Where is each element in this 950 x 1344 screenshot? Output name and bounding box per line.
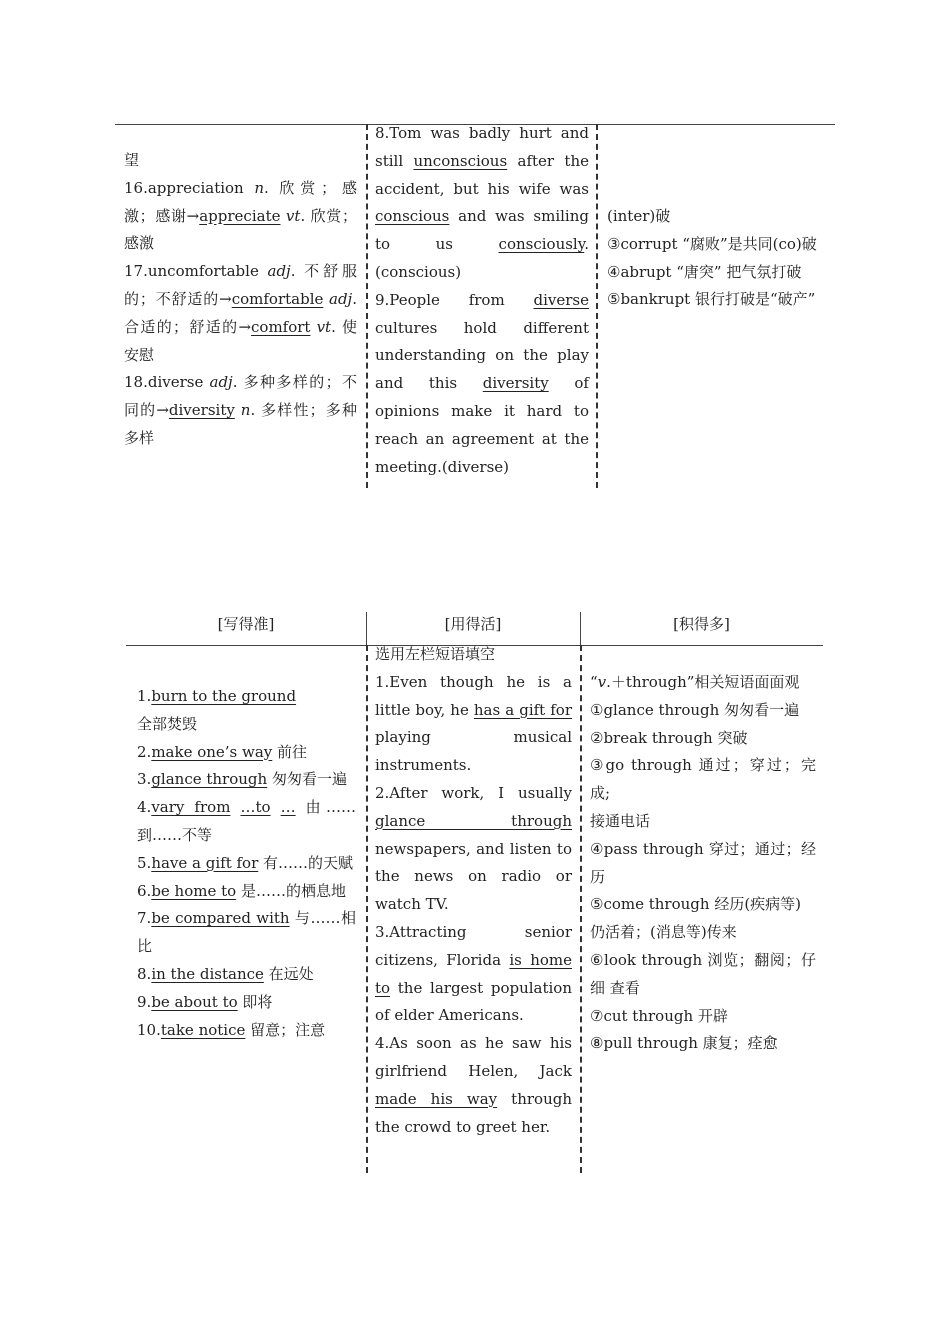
answer-blank: have a gift for xyxy=(151,853,259,872)
text-run: 7. xyxy=(137,909,152,928)
text-line xyxy=(124,147,357,175)
text-run: 4.As soon as he saw his girlfriend Helen, Jack xyxy=(375,1034,572,1080)
part-of-speech: v xyxy=(597,673,607,691)
text-run: 在远处 xyxy=(263,964,314,983)
part-of-speech: vt xyxy=(285,206,301,225)
text-run: 与……相比 xyxy=(137,909,356,956)
part-of-speech: adj xyxy=(329,289,353,308)
text-line xyxy=(590,808,816,836)
table2-through-phrases-column xyxy=(590,669,816,1058)
text-run: ⑦cut through 开辟 xyxy=(590,1006,728,1025)
table1-divider-1 xyxy=(366,124,368,488)
text-run: 10. xyxy=(137,1020,161,1039)
text-line xyxy=(137,989,356,1017)
answer-blank: … xyxy=(280,798,296,817)
text-line xyxy=(375,641,572,669)
text-run xyxy=(271,798,281,816)
text-line xyxy=(590,669,816,697)
text-run: 3.Attracting senior citizens, Florida xyxy=(375,922,572,969)
text-run: . 使安慰 xyxy=(124,317,357,364)
text-line xyxy=(137,766,356,794)
text-run: 即将 xyxy=(237,992,273,1011)
answer-blank: diversity xyxy=(168,401,235,420)
text-run: . 多样性；多种多样 xyxy=(124,401,357,447)
text-line xyxy=(607,286,827,314)
text-line xyxy=(590,891,816,919)
text-run: ③corrupt “腐败”是共同(co)破 xyxy=(607,234,817,253)
text-line xyxy=(375,669,572,780)
text-run: ④abrupt “唐突” 把气氛打破 xyxy=(607,262,802,281)
text-run: .(conscious) xyxy=(375,235,589,281)
header-use-flexibly: [用得活] xyxy=(444,615,502,633)
answer-blank: take notice xyxy=(160,1020,246,1039)
text-line xyxy=(375,919,572,1030)
answer-blank: be compared with xyxy=(151,909,290,928)
text-run: 前往 xyxy=(272,742,308,761)
text-run: through the crowd to greet her. xyxy=(375,1089,572,1136)
text-run: (inter)破 xyxy=(607,207,671,225)
table2-fill-in-column xyxy=(375,641,572,1141)
table2-header-divider-1 xyxy=(366,612,367,645)
text-run: 留意；注意 xyxy=(245,1020,326,1039)
text-run: 9. xyxy=(137,992,152,1011)
text-run xyxy=(230,798,240,816)
text-run: 18.diverse xyxy=(124,373,210,392)
text-run: of opinions make it hard to reach an agreement at the meeting.(diverse) xyxy=(375,374,589,476)
answer-blank: be about to xyxy=(151,992,238,1011)
text-line xyxy=(375,780,572,919)
text-line xyxy=(375,287,589,482)
text-run: ⑤bankrupt 银行打破是“破产” xyxy=(607,290,816,309)
text-line xyxy=(137,794,356,850)
text-line xyxy=(607,259,827,287)
table2-phrase-column xyxy=(137,683,356,1044)
text-line xyxy=(590,697,816,725)
answer-blank: comfort xyxy=(251,317,311,336)
text-run: 3. xyxy=(137,770,152,789)
text-run: 8.Tom was badly hurt and still xyxy=(375,124,589,170)
text-line xyxy=(590,752,816,808)
part-of-speech: adj xyxy=(209,373,233,392)
text-run: .＋through”相关短语面面观 xyxy=(606,673,800,691)
header-accumulate-more: [积得多] xyxy=(673,615,730,633)
answer-blank: diverse xyxy=(533,290,589,309)
text-line xyxy=(137,850,356,878)
text-run: 接通电话 xyxy=(590,811,651,830)
text-run: 全部焚毁 xyxy=(137,714,198,733)
part-of-speech: n xyxy=(254,178,265,197)
text-run: cultures hold different understanding on the play and this xyxy=(375,318,589,393)
text-run: newspapers, and listen to the news on radio or watch TV. xyxy=(375,839,572,914)
text-run: after the accident, but his wife was xyxy=(375,151,589,198)
text-line xyxy=(590,836,816,892)
answer-blank: is home to xyxy=(375,950,573,997)
part-of-speech: n xyxy=(240,401,251,420)
answer-blank: burn to the ground xyxy=(151,687,297,705)
answer-blank: diversity xyxy=(482,374,549,393)
answer-blank: has a gift for xyxy=(473,700,572,719)
text-line xyxy=(590,1030,816,1058)
text-run: . 不舒服的；不舒适的→ xyxy=(124,262,357,308)
text-line xyxy=(375,1030,572,1141)
answer-blank: in the distance xyxy=(151,964,264,983)
text-run: 17.uncomfortable xyxy=(124,262,268,281)
text-run: ③go through 通过；穿过；完成; xyxy=(590,756,816,803)
text-run: playing musical instruments. xyxy=(375,728,572,775)
header-write-accurately: [写得准] xyxy=(217,615,275,633)
text-run: 16.appreciation xyxy=(124,178,255,197)
table2-divider-2 xyxy=(580,645,582,1173)
answer-blank: conscious xyxy=(375,207,450,226)
table1-divider-2 xyxy=(596,124,598,488)
text-run: ⑤come through 经历(疾病等) xyxy=(590,895,802,914)
text-run: ①glance through 匆匆看一遍 xyxy=(590,700,800,719)
text-line xyxy=(137,878,356,906)
text-line xyxy=(137,1017,356,1045)
answer-blank: …to xyxy=(240,798,271,817)
text-run: 9.People from xyxy=(375,290,534,309)
text-line xyxy=(137,961,356,989)
text-run: . 欣赏；感激 xyxy=(124,206,357,253)
table1-notes-column xyxy=(607,203,827,314)
part-of-speech: vt xyxy=(316,317,332,336)
text-run: 是……的栖息地 xyxy=(236,881,346,900)
text-line xyxy=(590,919,816,947)
text-run: 选用左栏短语填空 xyxy=(375,645,496,663)
text-line xyxy=(137,739,356,767)
text-line xyxy=(590,1003,816,1031)
text-run: ⑥look through 浏览；翻阅；仔细 查看 xyxy=(590,950,816,997)
answer-blank: appreciate xyxy=(199,206,281,225)
text-run: 2.After work, I usually xyxy=(375,783,572,802)
answer-blank: glance through xyxy=(151,770,268,789)
table2-divider-1 xyxy=(366,645,368,1173)
text-line xyxy=(590,725,816,753)
text-run: 1.Even though he is a little boy, he xyxy=(375,672,572,719)
answer-blank: made his way xyxy=(375,1089,498,1108)
text-line xyxy=(124,369,357,452)
part-of-speech: adj xyxy=(267,262,291,281)
text-run: and was smiling to us xyxy=(375,207,589,254)
text-run: 望 xyxy=(124,151,140,169)
text-run: ④pass through 穿过；通过；经历 xyxy=(590,839,816,886)
answer-blank: comfortable xyxy=(231,289,324,308)
text-line xyxy=(590,947,816,1003)
answer-blank: consciously xyxy=(498,235,585,254)
text-run: ⑧pull through 康复；痊愈 xyxy=(590,1034,778,1053)
text-line xyxy=(137,905,356,961)
answer-blank: make one’s way xyxy=(151,742,273,761)
answer-blank: unconscious xyxy=(413,151,508,170)
answer-blank: be home to xyxy=(151,881,237,900)
text-line xyxy=(607,231,827,259)
text-run: 2. xyxy=(137,742,152,761)
text-run: the largest population of elder Americans. xyxy=(375,978,572,1025)
text-line xyxy=(375,120,589,287)
text-line xyxy=(607,203,827,231)
text-run: . 多种多样的；不同的→ xyxy=(124,373,357,420)
text-line xyxy=(124,258,357,369)
text-run: . 欣赏；感激；感谢→ xyxy=(124,178,357,225)
text-run: . 合适的；舒适的→ xyxy=(124,289,357,336)
text-run: 匆匆看一遍 xyxy=(267,770,347,789)
text-line xyxy=(137,711,356,739)
table2-header-divider-2 xyxy=(580,612,581,645)
text-run: 有……的天赋 xyxy=(258,853,354,872)
text-run: 5. xyxy=(137,853,152,872)
text-run: 由……到……不等 xyxy=(137,798,356,844)
answer-blank: glance through xyxy=(375,811,572,830)
table1-practice-column xyxy=(375,120,589,481)
text-run: 8. xyxy=(137,964,152,983)
answer-blank: vary from xyxy=(151,798,231,817)
text-line xyxy=(124,175,357,258)
text-run: 4. xyxy=(137,798,152,817)
table1-vocab-column xyxy=(124,147,357,453)
text-run: 仍活着；(消息等)传来 xyxy=(590,923,737,942)
text-run: 6. xyxy=(137,881,152,900)
text-line xyxy=(137,683,356,711)
text-run: “ xyxy=(590,673,598,691)
text-run: 1. xyxy=(137,687,152,705)
text-run: ②break through 突破 xyxy=(590,728,748,747)
